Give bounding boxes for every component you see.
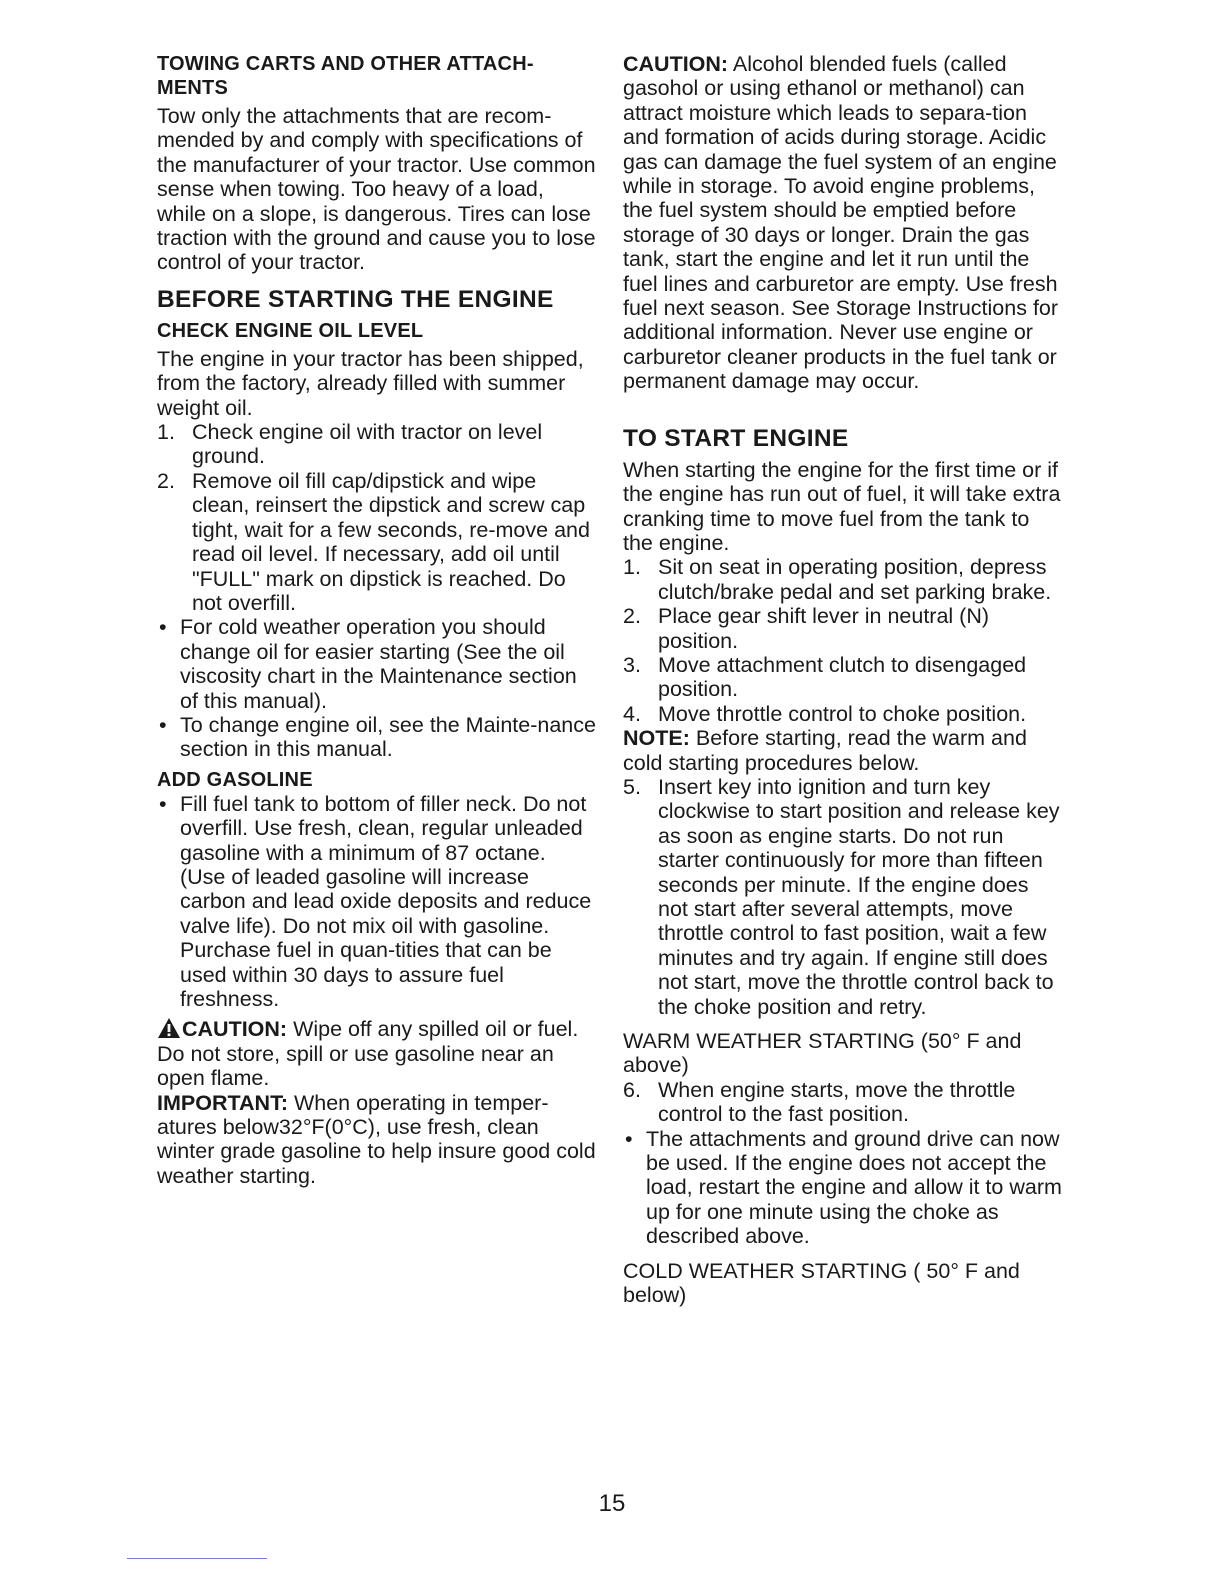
important-paragraph: [157, 1091, 597, 1189]
list-item-text: To change engine oil, see the Mainte-nance section in this manual.: [180, 712, 596, 762]
warm-bullets-list: [623, 1127, 1063, 1249]
note-text: Before starting, read the warm and cold starting procedures below.: [623, 726, 1027, 775]
caution-paragraph: [157, 1017, 597, 1090]
list-marker: 2.: [623, 604, 641, 629]
caution-label: CAUTION:: [182, 1017, 288, 1042]
towing-paragraph: Tow only the attachments that are recom-mended by and comply with specifications of the manufacturer of your tractor. Use common sense when towing. Too heavy of a load, while on a slope, is dangerous. Tires can lose traction with the ground and cause you to lose control of your tractor.: [157, 104, 596, 275]
list-item: [157, 713, 597, 762]
list-item: [623, 604, 1063, 653]
check-oil-heading: CHECK ENGINE OIL LEVEL: [157, 319, 424, 342]
list-item: [623, 1078, 1063, 1127]
list-item-text: Fill fuel tank to bottom of filler neck. Do not overfill. Use fresh, clean, regular unleaded gasoline with a minimum of 87 octane. (Use of leaded gasoline will increase carbon and lead oxide deposits and reduce valve life). Do not mix oil with gasoline. Purchase fuel in quan-tities that can be used within 30 days to assure fuel freshness.: [180, 791, 592, 1011]
oil-steps-list: [157, 420, 597, 615]
list-marker: 1.: [623, 555, 641, 580]
list-item-text: Sit on seat in operating position, depress clutch/brake pedal and set parking brake.: [658, 555, 1052, 604]
list-marker: 5.: [623, 774, 641, 799]
caution-label: CAUTION:: [623, 52, 729, 76]
page-number: 15: [598, 1490, 626, 1517]
list-item: [157, 792, 597, 1012]
list-item: [157, 615, 597, 713]
list-item-text: Place gear shift lever in neutral (N) position.: [658, 604, 990, 653]
list-item-text: The attachments and ground drive can now be used. If the engine does not accept the load, restart the engine and allow it to warm up for one minute using the choke as described above.: [646, 1126, 1062, 1249]
towing-heading: TOWING CARTS AND OTHER ATTACH-MENTS: [157, 53, 534, 99]
list-marker: 6.: [623, 1077, 641, 1102]
warm-weather-heading: WARM WEATHER STARTING (50° F and above): [623, 1029, 1022, 1078]
list-item: [623, 702, 1063, 726]
important-label: IMPORTANT:: [157, 1090, 288, 1115]
note-label: NOTE:: [623, 726, 690, 751]
to-start-engine-heading: TO START ENGINE: [623, 424, 849, 452]
list-item-text: Check engine oil with tractor on level ground.: [192, 420, 543, 469]
list-marker: 2.: [157, 468, 175, 493]
note-paragraph: [623, 726, 1063, 775]
caution-text: Alcohol blended fuels (called gasohol or using ethanol or methanol) can attract moisture which leads to separa-tion and formation of acids during storage. Acidic gas can damage the fuel system of an engine while in storage. To avoid engine problems, the fuel system should be emptied before storage of 30 days or longer. Drain the gas tank, start the engine and let it run until the fuel lines and carburetor are empty. Use fresh fuel next season. See Storage Instructions for additional information. Never use engine or carburetor cleaner products in the fuel tank or permanent damage may occur.: [623, 52, 1059, 394]
list-item-text: Remove oil fill cap/dipstick and wipe clean, reinsert the dipstick and screw cap tight, wait for a few seconds, re-move and read oil level. If necessary, add oil until "FULL" mark on dipstick is reached. Do not overfill.: [192, 468, 590, 615]
before-starting-heading: BEFORE STARTING THE ENGINE: [157, 285, 554, 313]
oil-intro-paragraph: The engine in your tractor has been shipped, from the factory, already filled with summer weight oil.: [157, 346, 584, 420]
start-steps-list: [623, 555, 1063, 726]
warm-steps-list: [623, 1078, 1063, 1127]
bullet-marker: •: [625, 1126, 633, 1151]
ethanol-caution-paragraph: [623, 52, 1063, 394]
warning-triangle-icon: [157, 1017, 181, 1039]
list-item: [623, 1127, 1063, 1249]
cold-weather-heading: COLD WEATHER STARTING ( 50° F and below): [623, 1258, 1020, 1308]
list-item-text: Move attachment clutch to disengaged position.: [658, 652, 1027, 702]
list-item-text: Insert key into ignition and turn key clockwise to start position and release key as soon as engine starts. Do not run starter continuously for more than fifteen seconds per minute. If the engine does not start after several attempts, move throttle control to fast position, wait a few minutes and try again. If engine still does not start, move the throttle control back to the choke position and retry.: [658, 774, 1060, 1019]
list-item-text: When engine starts, move the throttle control to the fast position.: [658, 1077, 1016, 1127]
bullet-marker: •: [159, 615, 167, 640]
add-gasoline-heading: ADD GASOLINE: [157, 768, 313, 791]
list-marker: 1.: [157, 420, 175, 445]
bullet-marker: •: [159, 791, 167, 816]
list-item: [623, 653, 1063, 702]
list-marker: 3.: [623, 652, 641, 677]
start-step-5-list: [623, 775, 1063, 1019]
footer-rule: [127, 1558, 267, 1559]
caution-text: Wipe off any spilled oil or fuel. Do not store, spill or use gasoline near an open flame.: [157, 1017, 579, 1091]
start-intro-paragraph: When starting the engine for the first time or if the engine has run out of fuel, it will take extra cranking time to move fuel from the tank to the engine.: [623, 457, 1061, 555]
list-item-text: Move throttle control to choke position.: [658, 701, 1027, 726]
list-item: [157, 469, 597, 615]
right-column: [623, 52, 1063, 1308]
gas-bullets-list: [157, 792, 597, 1012]
important-text: When operating in temper-atures below32°F(0°C), use fresh, clean winter grade gasoline to help insure good cold weather starting.: [157, 1090, 596, 1188]
list-item: [157, 420, 597, 469]
list-item: [623, 775, 1063, 1019]
oil-bullets-list: [157, 615, 597, 761]
bullet-marker: •: [159, 712, 167, 737]
left-column: [157, 52, 597, 1188]
list-item: [623, 555, 1063, 604]
list-marker: 4.: [623, 701, 641, 726]
list-item-text: For cold weather operation you should change oil for easier starting (See the oil viscosity chart in the Maintenance section of this manual).: [180, 615, 577, 713]
